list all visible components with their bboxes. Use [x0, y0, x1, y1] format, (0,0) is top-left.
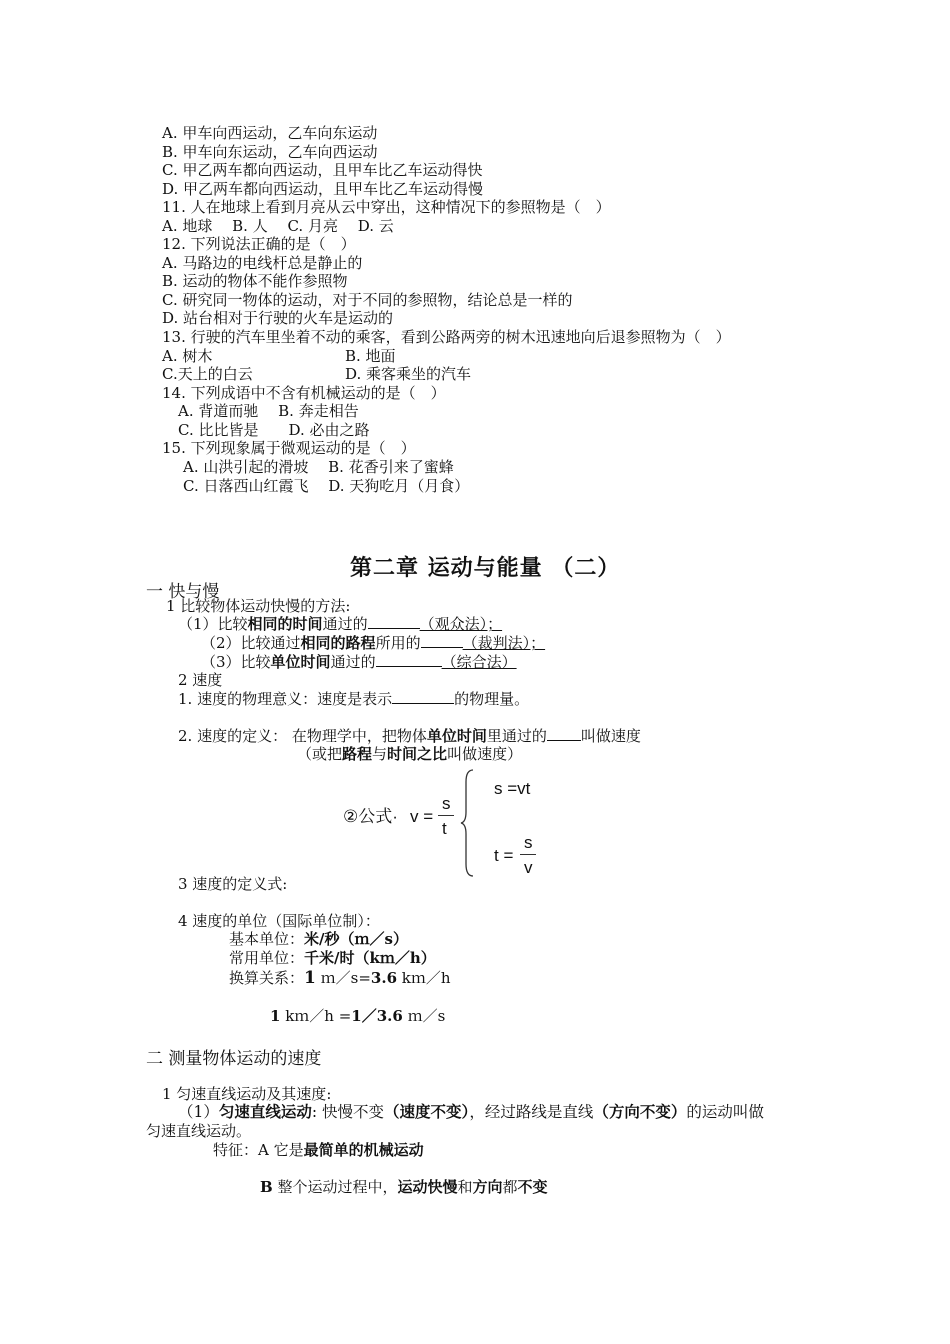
method-1: （1）比较相同的时间通过的 （观众法）； — [178, 615, 503, 633]
formula-label: ②公式· — [343, 807, 398, 826]
feature-a: 特征：A 它是最简单的机械运动 — [213, 1141, 424, 1159]
q15-stem: 15. 下列现象属于微观运动的是（ ） — [162, 439, 416, 457]
speed-definition: 2. 速度的定义： 在物理学中，把物体单位时间里通过的 叫做速度 — [178, 727, 641, 745]
formula-fraction-bar — [438, 815, 454, 816]
q10-option-b: B. 甲车向东运动，乙车向西运动 — [162, 143, 378, 161]
q12-stem: 12. 下列说法正确的是（ ） — [162, 235, 356, 253]
q14-stem: 14. 下列成语中不含有机械运动的是（ ） — [162, 384, 446, 402]
unit-conversion: 换算关系：1 ｍ／s=3.6 kｍ／h — [229, 968, 451, 988]
q12-option-c: C. 研究同一物体的运动，对于不同的参照物，结论总是一样的 — [162, 291, 573, 309]
q13-option-d: D. 乘客乘坐的汽车 — [345, 365, 472, 383]
q12-option-b: B. 运动的物体不能作参照物 — [162, 272, 348, 290]
q10-option-d: D. 甲乙两车都向西运动，且甲车比乙车运动得慢 — [162, 180, 484, 198]
q14-options-row1: A. 背道而驰 B. 奔走相告 — [178, 402, 359, 420]
formula-denominator: t — [442, 819, 447, 838]
q11-options: A. 地球 B. 人 C. 月亮 D. 云 — [162, 217, 394, 235]
formula-t-denominator: v — [524, 858, 533, 877]
speed-units-heading: 4 速度的单位（国际单位制）： — [178, 912, 380, 930]
basic-unit: 基本单位：米/秒（ｍ／s） — [229, 930, 408, 948]
q15-options-row2: C. 日落西山红霞飞 D. 天狗吃月（月食） — [183, 477, 470, 495]
feature-b: B 整个运动过程中，运动快慢和方向都不变 — [260, 1178, 548, 1196]
brace-icon — [458, 768, 478, 878]
section2-heading: 二 测量物体运动的速度 — [146, 1049, 322, 1069]
formula-numerator: s — [442, 794, 451, 813]
formula-t-equals: t = — [494, 846, 514, 865]
section1-heading: 一 快与慢 — [146, 582, 220, 602]
uniform-motion-definition: （1）匀速直线运动: 快慢不变（速度不变），经过路线是直线（方向不变）的运动叫做 — [178, 1102, 764, 1121]
q11-stem: 11. 人在地球上看到月亮从云中穿出，这种情况下的参照物是（ ） — [162, 198, 611, 216]
speed-definition-formula: 3 速度的定义式: — [178, 875, 288, 893]
q13-stem: 13. 行驶的汽车里坐着不动的乘客，看到公路两旁的树木迅速地向后退参照物为（ ） — [162, 328, 731, 346]
q13-option-c: C.天上的白云 — [162, 365, 253, 383]
speed-heading: 2 速度 — [178, 671, 223, 689]
chapter-title: 第二章 运动与能量 （二） — [350, 555, 621, 581]
formula-s-vt: s =vt — [494, 779, 531, 798]
formula-t-numerator: s — [524, 833, 533, 852]
method-2: （2）比较通过相同的路程所用的 （裁判法）； — [201, 634, 546, 652]
q13-option-a: A. 树木 — [162, 347, 213, 365]
uniform-motion-title: 1 匀速直线运动及其速度: — [162, 1085, 332, 1103]
formula-v-equals: v = — [410, 807, 434, 826]
speed-meaning: 1. 速度的物理意义：速度是表示 的物理量。 — [178, 690, 530, 708]
uniform-motion-definition-cont: 匀速直线运动。 — [146, 1122, 252, 1140]
q12-option-a: A. 马路边的电线杆总是静止的 — [162, 254, 363, 272]
q15-options-row1: A. 山洪引起的滑坡 B. 花香引来了蜜蜂 — [183, 458, 454, 476]
q10-option-a: A. 甲车向西运动，乙车向东运动 — [162, 124, 378, 142]
q12-option-d: D. 站台相对于行驶的火车是运动的 — [162, 309, 394, 327]
common-unit: 常用单位：千米/时（kｍ／h） — [229, 949, 436, 967]
unit-conversion-2: 1 kｍ／h =1／3.6 ｍ／s — [270, 1007, 446, 1025]
speed-definition-alt: （或把路程与时间之比叫做速度） — [297, 745, 523, 763]
q13-option-b: B. 地面 — [345, 347, 396, 365]
q10-option-c: C. 甲乙两车都向西运动，且甲车比乙车运动得快 — [162, 161, 483, 179]
q14-options-row2: C. 比比皆是 D. 必由之路 — [178, 421, 370, 439]
formula-t-fraction-bar — [520, 854, 536, 855]
compare-methods-title: 1 比较物体运动快慢的方法: — [166, 597, 351, 615]
method-3: （3）比较单位时间通过的 （综合法） — [201, 653, 517, 671]
